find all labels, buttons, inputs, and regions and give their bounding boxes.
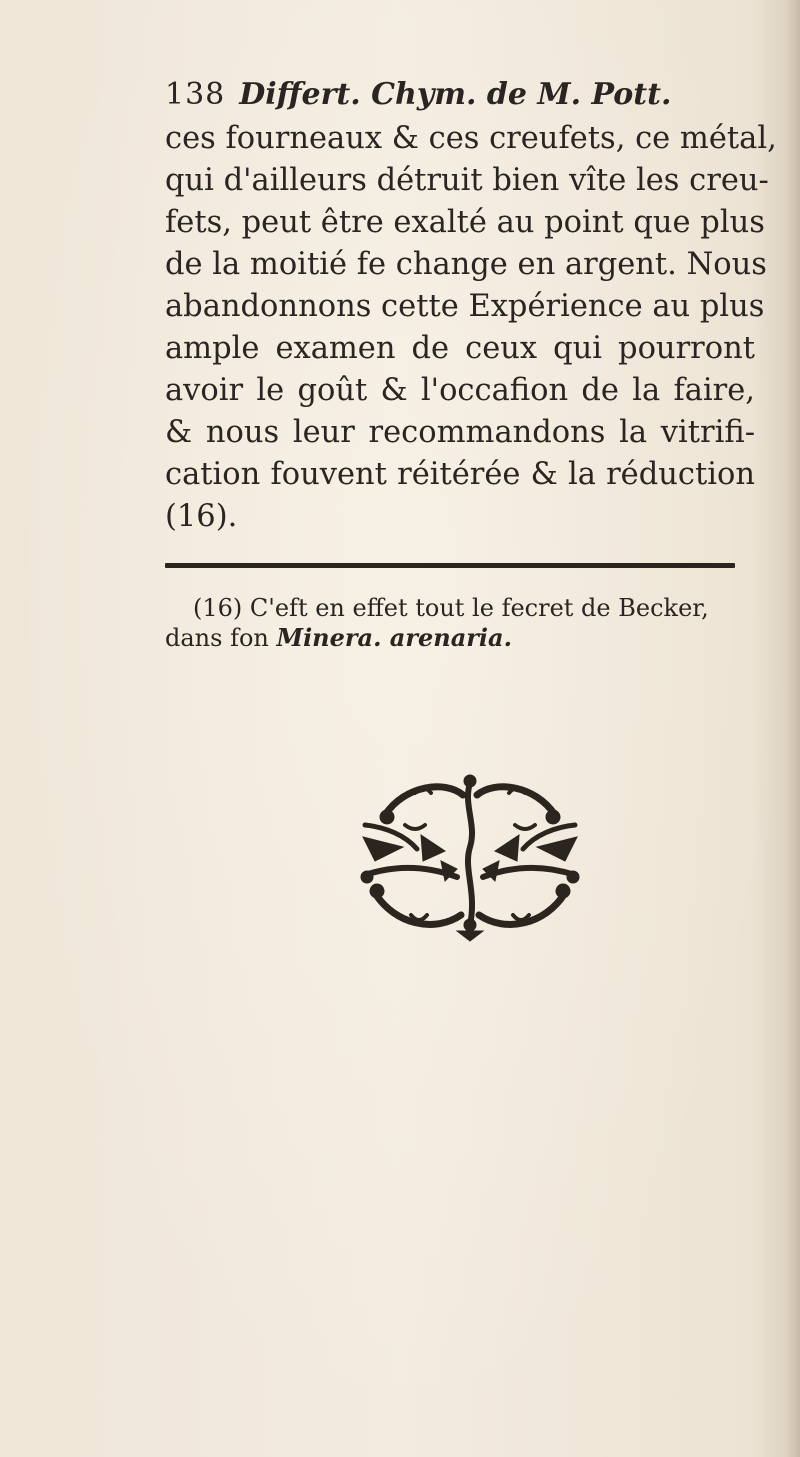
footnote-rule (165, 563, 735, 568)
text-line: avoir le goût & l'occafion de la faire, (165, 373, 755, 408)
text-line: de la moitié fe change en argent. Nous (165, 247, 767, 282)
footnote-line (165, 623, 745, 653)
page-edge-shadow (786, 0, 800, 1457)
text-line: & nous leur recommandons la vitrifi- (165, 415, 755, 450)
text-line: qui d'ailleurs détruit bien vîte les creu- (165, 163, 769, 198)
text-line: ample examen de ceux qui pourront (165, 331, 755, 366)
running-header (165, 76, 765, 114)
floral-vignette-icon (345, 765, 595, 945)
footnote (165, 593, 745, 653)
text-line: cation fouvent réitérée & la réduction (165, 457, 755, 492)
text-line: ces fourneaux & ces creufets, ce métal, (165, 121, 777, 156)
page-number: 138 (165, 77, 226, 112)
footnote-line: (16) C'eft en effet tout le fecret de Becker, (193, 594, 709, 622)
text-line: abandonnons cette Expérience au plus (165, 289, 765, 324)
footnote-work-title: Minera. arenaria. (276, 623, 512, 652)
main-text (165, 118, 777, 538)
running-title: Differt. Chym. de M. Pott. (239, 77, 672, 112)
vignette-drawing (345, 765, 595, 945)
text-line: (16). (165, 499, 238, 534)
footnote-text: dans fon (165, 624, 277, 652)
text-line: fets, peut être exalté au point que plus (165, 205, 765, 240)
